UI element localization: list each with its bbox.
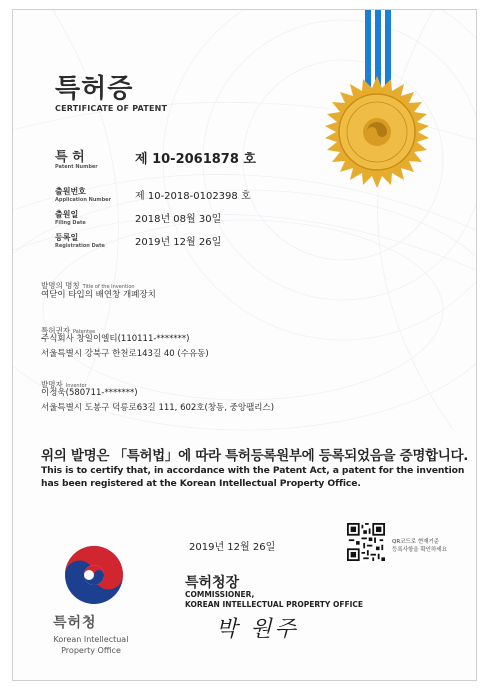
certificate-frame: [12, 9, 477, 681]
office-name-en: [41, 634, 141, 656]
patentee-line-1: 주식회사 창일이엘티(110111-*******): [41, 334, 190, 344]
inventor-label-ko: 발명자: [41, 380, 63, 389]
commissioner-title-en: [185, 590, 363, 610]
certification-statement-ko: 위의 발명은 「특허법」에 따라 특허등록원부에 등록되었음을 증명합니다.: [41, 448, 469, 464]
invention-title-label-en: Title of the Invention: [82, 284, 135, 290]
qr-instruction-line-2: 등록사항을 확인하세요: [392, 547, 447, 553]
kipo-logo-icon: [63, 544, 125, 606]
filing-date-label-en: Filing Date: [55, 220, 86, 226]
commissioner-title-ko: 특허청장: [185, 575, 240, 591]
filing-date-value: 2018년 08월 30일: [135, 214, 222, 225]
invention-title-value: 여닫이 타입의 배연창 개폐장치: [41, 290, 156, 300]
patent-number-label-en: Patent Number: [55, 164, 98, 170]
patentee-label-en: Patentee: [72, 329, 96, 335]
issue-date: 2019년 12월 26일: [189, 542, 276, 553]
registration-date-label: 등록일: [55, 233, 79, 242]
patentee-label-ko: 특허권자: [41, 326, 70, 335]
office-name-ko: 특허청: [53, 615, 97, 631]
certification-statement-en-line-2: has been registered at the Korean Intellectual Property Office.: [41, 478, 361, 489]
qr-code-icon[interactable]: [347, 523, 385, 561]
qr-instruction-line-1: QR코드로 현재기준: [392, 539, 440, 545]
qr-instruction: [392, 538, 447, 554]
certificate-subtitle: CERTIFICATE OF PATENT: [55, 104, 168, 113]
certification-statement-en: [41, 464, 464, 490]
patent-number-label: 특 허: [55, 150, 85, 165]
inventor-label-en: Inventor: [65, 383, 87, 389]
invention-title-label-ko: 발명의 명칭: [41, 281, 80, 290]
patentee-line-2: 서울특별시 강북구 한천로143길 40 (수유동): [41, 349, 209, 359]
gold-seal-icon: [321, 76, 433, 188]
application-number-label: 출원번호: [55, 187, 86, 196]
office-name-en-line-1: Korean Intellectual: [53, 635, 129, 644]
commissioner-title-en-line-2: KOREAN INTELLECTUAL PROPERTY OFFICE: [185, 600, 364, 609]
certificate-title: 특허증: [55, 74, 134, 104]
inventor-line-2: 서울특별시 도봉구 덕릉로63길 111, 602호(창동, 중앙팰리스): [41, 403, 275, 413]
filing-date-label: 출원일: [55, 210, 79, 219]
commissioner-signature: 박 원주: [216, 617, 299, 642]
inventor-line-1: 이정욱(580711-*******): [41, 388, 138, 398]
registration-date-value: 2019년 12월 26일: [135, 237, 222, 248]
patent-number-value: 제 10-2061878 호: [135, 152, 256, 167]
application-number-label-en: Application Number: [55, 197, 112, 203]
commissioner-title-en-line-1: COMMISSIONER,: [185, 590, 255, 599]
office-name-en-line-2: Property Office: [61, 646, 121, 655]
application-number-value: 제 10-2018-0102398 호: [135, 191, 251, 202]
certification-statement-en-line-1: This is to certify that, in accordance with the Patent Act, a patent for the invention: [41, 465, 465, 476]
registration-date-label-en: Registration Date: [55, 243, 105, 249]
